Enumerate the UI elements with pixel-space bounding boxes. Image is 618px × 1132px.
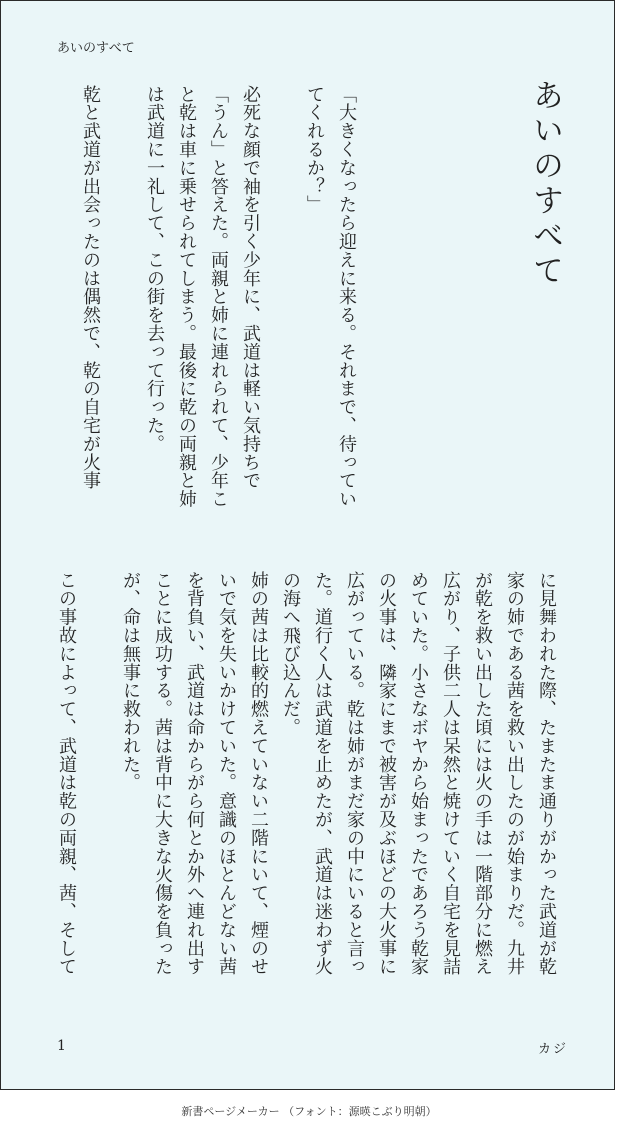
upper-text-block: 「大きくなったら迎えに来る。それまで、待っていてくれるか？」 必死な顔で袖を引く少年に、武道は軽い気持ちで「うん」と答えた。両親と姉に連れられて、少年こと乾は車に乗せられてしまう。最後に乾の両親と姉は武道に一礼して、この街を去って行った。 乾と武道が出会ったのは偶然で、乾の自宅が火事: [80, 85, 357, 509]
generator-caption: 新書ページメーカー （フォント：源暎こぶり明朝）: [181, 1105, 437, 1118]
running-title: あいのすべて: [57, 41, 135, 56]
lower-text-block: に見舞われた際、たまたま通りがかった武道が乾家の姉である茜を救い出したのが始まりだ。九井が乾を救い出した頃には火の手は一階部分に燃え広がり、子供二人は呆然と焼けていく自宅を見詰めていた。小さなボヤから始まったであろう乾家の火事は、隣家にまで被害が及ぶほどの大火事に広がっている。乾は姉がまだ家の中にいると言った。道行く人は武道を止めたが、武道は迷わず火の海へ飛び込んだ。 姉の茜は比較的燃えていない二階にいて、煙のせいで気を失いかけていた。意識のほとんどない茜を背負い、武道は命からがら何とか外へ連れ出すことに成功する。茜は背中に大きな火傷を負ったが、命は無事に救われた。 この事故によって、武道は乾の両親、茜、そして: [56, 571, 557, 976]
story-title: あいのすべて: [527, 79, 563, 289]
page-number: 1: [57, 1038, 66, 1054]
author-name: カジ: [538, 1042, 569, 1057]
